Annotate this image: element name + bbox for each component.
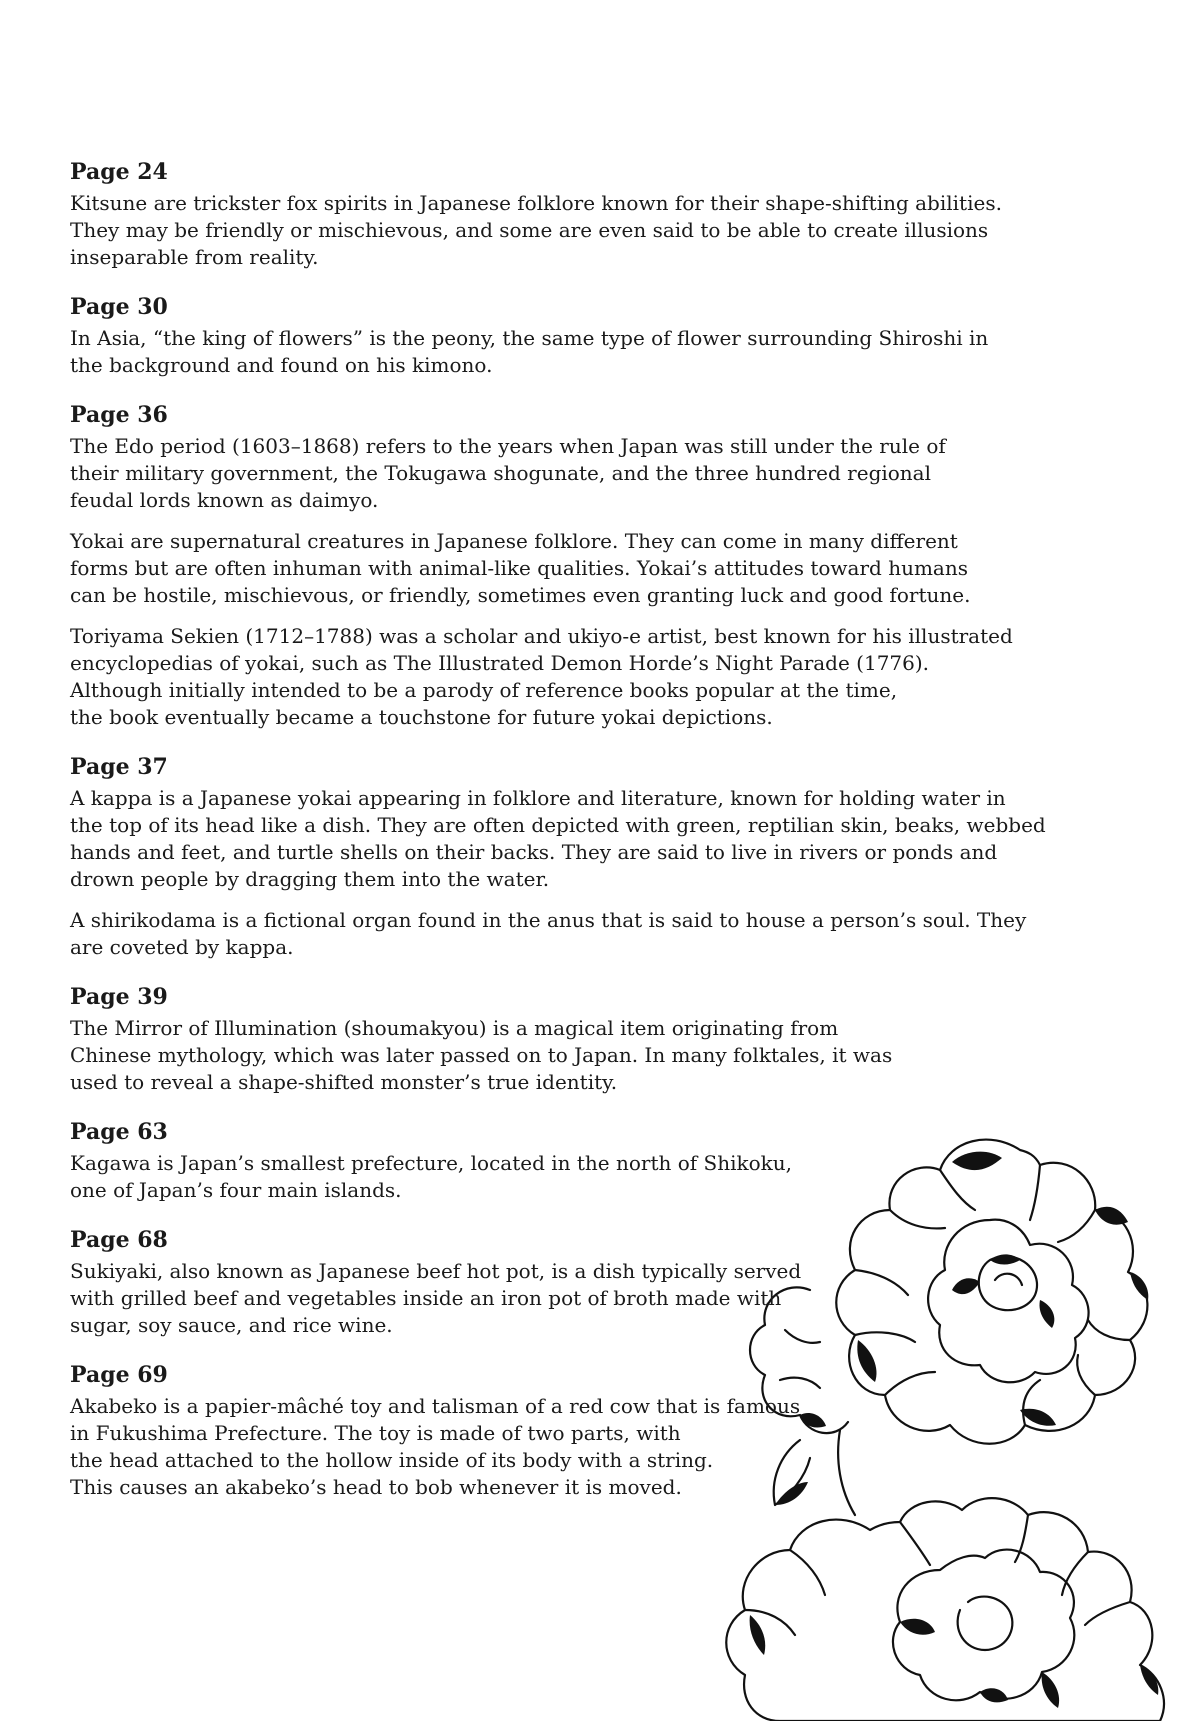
note-page-68: [70, 1226, 1080, 1339]
note-text: The Mirror of Illumination (shoumakyou) is a magical item originating from Chinese mythology, which was later passed on to Japan. In many folktales, it was used to reveal a shape-shifted monster’s true identity.: [70, 1016, 893, 1094]
note-page-37: [70, 753, 1080, 961]
note-page-69: [70, 1361, 1080, 1501]
translation-notes: [70, 158, 1080, 1523]
note-heading: Page 63: [70, 1119, 168, 1145]
note-text: A kappa is a Japanese yokai appearing in folklore and literature, known for holding water in the top of its head like a dish. They are often depicted with green, reptilian skin, beaks, webbed hands and feet, and turtle shells on their backs. They are said to live in rivers or ponds and drown people by dragging them into the water.: [70, 786, 1046, 891]
note-heading: Page 68: [70, 1227, 168, 1253]
note-text: Akabeko is a papier-mâché toy and talisman of a red cow that is famous in Fukushima Prefecture. The toy is made of two parts, with the head attached to the hollow inside of its body with a string. This causes an akabeko’s head to bob whenever it is moved.: [70, 1394, 801, 1499]
note-text: A shirikodama is a fictional organ found in the anus that is said to house a person’s soul. They are coveted by kappa.: [70, 908, 1027, 959]
note-heading: Page 37: [70, 754, 168, 780]
note-text: In Asia, “the king of flowers” is the peony, the same type of flower surrounding Shiroshi in the background and found on his kimono.: [70, 326, 989, 377]
note-heading: Page 36: [70, 402, 168, 428]
note-page-36: [70, 401, 1080, 731]
note-text: The Edo period (1603–1868) refers to the years when Japan was still under the rule of their military government, the Tokugawa shogunate, and the three hundred regional feudal lords known as daimyo.: [70, 434, 946, 512]
note-heading: Page 39: [70, 984, 168, 1010]
note-heading: Page 30: [70, 294, 168, 320]
note-page-30: [70, 293, 1080, 379]
note-page-63: [70, 1118, 1080, 1204]
note-text: Kitsune are trickster fox spirits in Japanese folklore known for their shape-shifting abilities. They may be friendly or mischievous, and some are even said to be able to create illusions inseparable from reality.: [70, 191, 1002, 269]
note-heading: Page 69: [70, 1362, 168, 1388]
note-page-39: [70, 983, 1080, 1096]
note-page-24: [70, 158, 1080, 271]
note-text: Yokai are supernatural creatures in Japanese folklore. They can come in many different forms but are often inhuman with animal-like qualities. Yokai’s attitudes toward humans can be hostile, mischievous, or friendly, sometimes even granting luck and good fortune.: [70, 529, 971, 607]
note-heading: Page 24: [70, 159, 168, 185]
note-text: Kagawa is Japan’s smallest prefecture, located in the north of Shikoku, one of Japan’s four main islands.: [70, 1151, 793, 1202]
note-text: Sukiyaki, also known as Japanese beef hot pot, is a dish typically served with grilled beef and vegetables inside an iron pot of broth made with sugar, soy sauce, and rice wine.: [70, 1259, 802, 1337]
note-text: Toriyama Sekien (1712–1788) was a scholar and ukiyo-e artist, best known for his illustrated encyclopedias of yokai, such as The Illustrated Demon Horde’s Night Parade (1776). Although initially intended to be a parody of reference books popular at the time, the book eventually became a touchstone for future yokai depictions.: [70, 624, 1013, 729]
